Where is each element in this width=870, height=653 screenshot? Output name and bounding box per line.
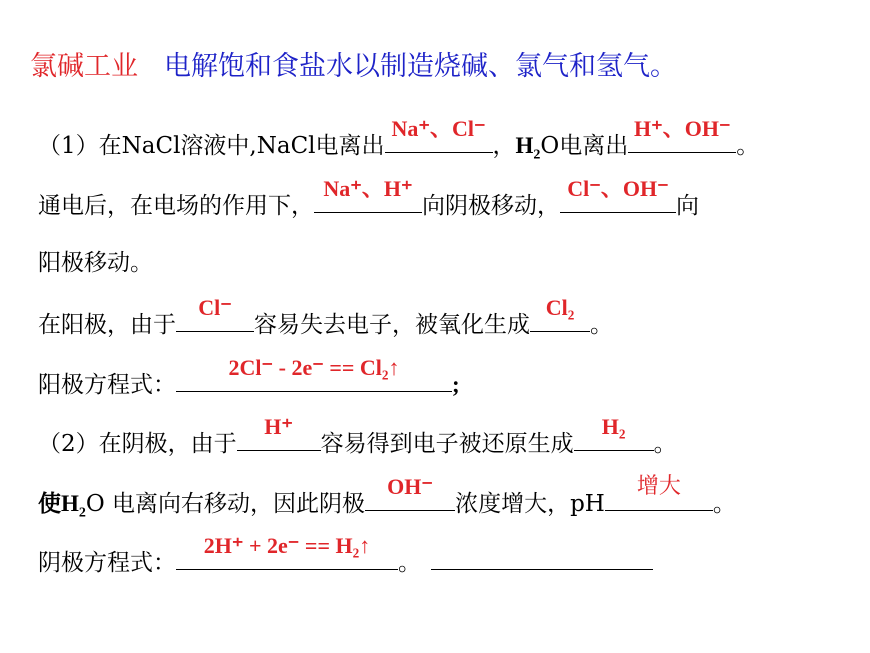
cathode-eq-blank	[176, 533, 398, 570]
cathode-eq-extra-blank	[431, 543, 653, 570]
q2-blank-ion	[237, 414, 321, 451]
answer-nacl-ions: Na⁺、Cl⁻	[391, 116, 486, 141]
q2b-h2o-sub: 2	[78, 505, 86, 521]
q2-blank-product	[574, 414, 654, 451]
answer-anode-product: Cl₂	[545, 295, 575, 320]
q1-prefix: （1）在NaCl溶液中,NaCl电离出	[38, 133, 385, 159]
q1-comma: ，	[492, 133, 516, 159]
q2-text1: （2）在阴极，由于	[38, 431, 237, 457]
q1b-text2: 向阴极移动，	[422, 193, 560, 219]
q1c-line	[38, 246, 153, 280]
q1-h2o-text: O电离出	[540, 133, 629, 159]
answer-cathode-ion: H⁺	[264, 414, 293, 439]
anode-eq-end: ;	[452, 372, 460, 397]
cathode-eq-label: 阴极方程式：	[38, 550, 176, 576]
answer-cathode-product: H₂	[601, 414, 626, 439]
anode-end: 。	[590, 312, 613, 338]
cathode-equation-line	[38, 533, 653, 580]
q2b-blank-ion	[365, 474, 455, 511]
anode-blank-product	[530, 295, 590, 332]
q1b-blank-anode	[560, 176, 676, 213]
q2b-text3: 浓度增大，pH	[455, 491, 605, 517]
anode-equation-line	[38, 355, 460, 402]
q1-blank-h2o	[628, 116, 736, 153]
anode-eq-label: 阳极方程式：	[38, 372, 176, 398]
q2b-end: 。	[712, 491, 736, 517]
q2-end: 。	[653, 431, 677, 457]
q2-text2: 容易得到电子被还原生成	[320, 431, 574, 457]
slide-title	[30, 47, 677, 87]
q1-h2o-h: H	[515, 133, 534, 158]
anode-eq-blank	[176, 355, 452, 392]
title-topic: 氯碱工业	[30, 51, 138, 82]
q1b-text3: 向	[676, 193, 699, 219]
q1b-blank-cathode	[314, 176, 422, 213]
anode-blank-ion	[176, 295, 254, 332]
q1-line	[38, 116, 760, 173]
answer-anode-equation: 2Cl⁻ - 2e⁻ == Cl₂↑	[228, 355, 400, 380]
q1-h2o-sub: 2	[533, 147, 541, 163]
answer-to-cathode: Na⁺、H⁺	[323, 176, 413, 201]
anode-text2: 容易失去电子，被氧化生成	[254, 312, 530, 338]
answer-to-anode: Cl⁻、OH⁻	[567, 176, 669, 201]
cathode-eq-end: 。	[398, 550, 421, 576]
anode-line	[38, 295, 613, 342]
title-description: 电解饱和食盐水以制造烧碱、氯气和氢气。	[164, 51, 677, 82]
q1b-line	[38, 176, 699, 223]
answer-ph: 增大	[636, 474, 681, 499]
answer-cathode-equation: 2H⁺ + 2e⁻ == H₂↑	[203, 533, 371, 558]
q1-blank-nacl	[385, 116, 493, 153]
answer-anode-ion: Cl⁻	[198, 295, 232, 320]
anode-text1: 在阳极，由于	[38, 312, 176, 338]
answer-oh-ion: OH⁻	[387, 474, 433, 499]
q1b-text1: 通电后，在电场的作用下，	[38, 193, 314, 219]
q2b-text1: 使H	[38, 491, 79, 516]
q2-line	[38, 414, 677, 461]
q2b-blank-ph	[605, 474, 713, 511]
q1c-text: 阳极移动。	[38, 250, 153, 276]
answer-h2o-ions: H⁺、OH⁻	[634, 116, 731, 141]
q1-end: 。	[736, 133, 760, 159]
q2b-text2: O 电离向右移动，因此阴极	[85, 491, 366, 517]
q2b-line	[38, 474, 736, 531]
